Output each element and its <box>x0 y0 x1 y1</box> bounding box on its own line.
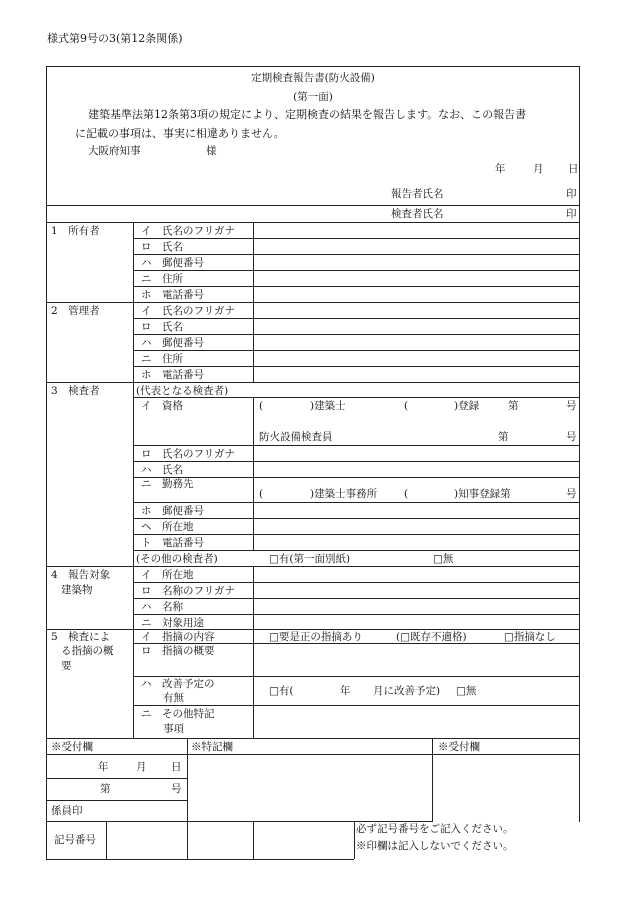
owner-top-border <box>133 238 580 239</box>
manager-section-label: 2 管理者 <box>51 305 100 317</box>
manager-postal-label: ハ 郵便番号 <box>141 337 204 349</box>
manager-name-label: ロ 氏名 <box>141 321 183 333</box>
section-divider <box>46 566 580 567</box>
statement-line-2: に記載の事項は、事実に相違ありません。 <box>75 127 285 140</box>
registration-number-prefix: 第 <box>508 400 519 412</box>
inspector-row-line <box>133 550 580 551</box>
building-section-label: 4 報告対象 <box>51 569 111 581</box>
workplace-label: ニ 勤務先 <box>141 478 194 490</box>
findings-row-line <box>133 705 580 706</box>
manager-kana-label: イ 氏名のフリガナ <box>141 305 235 317</box>
honorific: 様 <box>206 145 217 157</box>
owner-kana-label: イ 氏名のフリガナ <box>141 225 235 237</box>
other-inspectors-label: (その他の検査者) <box>136 553 218 565</box>
fire-inspector-number-suffix: 号 <box>566 431 577 443</box>
building-name-label: ハ 名称 <box>141 601 183 613</box>
office-column-line <box>106 821 107 859</box>
section-divider <box>46 302 580 303</box>
section-divider <box>46 629 580 630</box>
date-year-label: 年 <box>495 163 506 175</box>
registration-number-suffix: 号 <box>566 400 577 412</box>
reception-year-label: 年 <box>98 761 109 773</box>
office-column-line <box>354 821 355 859</box>
workplace-paren: ( <box>404 488 409 500</box>
label-column-line <box>133 222 134 738</box>
special-notes-column-header: ※特記欄 <box>191 741 233 753</box>
architect-office-label: )建築士事務所 <box>310 488 378 500</box>
owner-name-label: ロ 氏名 <box>141 241 183 253</box>
building-row-line <box>133 598 580 599</box>
manager-row-line <box>133 334 580 335</box>
office-row-line <box>46 800 187 801</box>
manager-address-label: ニ 住所 <box>141 353 183 365</box>
office-row-line <box>46 778 187 779</box>
representative-inspector-label: (代表となる検査者) <box>136 385 229 397</box>
office-column-line <box>432 738 433 822</box>
value-column-line <box>253 566 254 738</box>
workplace-paren: ( <box>259 488 264 500</box>
building-location-label: イ 所在地 <box>141 569 194 581</box>
special-notes-label-cont: 事項 <box>163 723 184 735</box>
owner-address-label: ニ 住所 <box>141 273 183 285</box>
owner-row-line <box>133 254 580 255</box>
owner-row-line <box>133 286 580 287</box>
reporter-name-label: 報告者氏名 <box>391 188 444 200</box>
frame-left-border <box>46 66 47 860</box>
reception-column-header: ※受付欄 <box>51 741 93 753</box>
findings-content-label: イ 指摘の内容 <box>141 631 215 643</box>
frame-bottom-border <box>46 859 354 860</box>
findings-section-label: 5 検査によ <box>51 631 111 643</box>
office-header-line <box>46 754 580 755</box>
fire-equipment-inspector-label: 防火設備検査員 <box>259 431 333 443</box>
governor-registration-label: )知事登録第 <box>454 488 511 500</box>
reception-day-label: 日 <box>171 761 182 773</box>
office-use-top-border <box>46 738 580 739</box>
inspector-name-label: 検査者氏名 <box>391 208 444 220</box>
form-title: 定期検査報告書(防火設備) <box>251 72 375 84</box>
inspector-row-line <box>133 518 580 519</box>
inspector-seal-mark: 印 <box>566 208 577 220</box>
inspector-location-label: ヘ 所在地 <box>141 521 194 533</box>
qualification-label: イ 資格 <box>141 400 183 412</box>
inspector-postal-label: ホ 郵便番号 <box>141 505 204 517</box>
owner-section-label: 1 所有者 <box>51 225 100 237</box>
inspector-phone-label: ト 電話番号 <box>141 537 204 549</box>
inspector-row-line <box>133 477 580 478</box>
form-number: 様式第9号の3(第12条関係) <box>47 32 183 45</box>
building-section-label-cont: 建築物 <box>61 584 93 596</box>
owner-postal-label: ハ 郵便番号 <box>141 257 204 269</box>
improvement-plan-year-label: 年 <box>340 685 351 697</box>
findings-section-label-cont: 要 <box>61 660 72 672</box>
other-inspectors-yes-checkbox[interactable]: □有(第一面別紙) <box>269 553 351 565</box>
inspector-name-label: ハ 氏名 <box>141 464 183 476</box>
clerk-seal-label: 係員印 <box>51 805 83 817</box>
office-row-line <box>46 821 432 822</box>
statement-line-1: 建築基準法第12条第3項の規定により、定期検査の結果を報告します。なお、この報告書 <box>88 108 527 121</box>
existing-nonconforming-checkbox[interactable]: (□既存不適格) <box>396 631 467 643</box>
correction-required-checkbox[interactable]: □要是正の指摘あり <box>269 631 363 643</box>
manager-row-line <box>133 350 580 351</box>
record-number-instruction: 必ず記号番号をご記入ください。 <box>356 823 514 835</box>
record-number-label: 記号番号 <box>54 834 96 846</box>
header-bottom-border <box>46 205 580 206</box>
owner-phone-label: ホ 電話番号 <box>141 289 204 301</box>
building-use-label: ニ 対象用途 <box>141 617 204 629</box>
inspector-kana-label: ロ 氏名のフリガナ <box>141 448 235 460</box>
manager-phone-label: ホ 電話番号 <box>141 369 204 381</box>
building-kana-label: ロ 名称のフリガナ <box>141 585 235 597</box>
other-inspectors-no-checkbox[interactable]: □無 <box>433 553 454 565</box>
improvement-plan-label: ハ 改善予定の <box>141 678 215 690</box>
findings-section-label-cont: る指摘の概 <box>61 645 114 657</box>
addressee: 大阪府知事 <box>88 145 141 157</box>
inspector-row-line <box>133 461 580 462</box>
architect-class-label: )建築士 <box>310 400 346 412</box>
date-month-label: 月 <box>533 163 544 175</box>
fire-inspector-number-prefix: 第 <box>498 431 509 443</box>
special-notes-label: ニ その他特記 <box>141 708 215 720</box>
inspector-sign-border <box>46 222 580 223</box>
frame-right-border <box>579 66 580 822</box>
improvement-plan-label-cont: 有無 <box>163 692 184 704</box>
report-form <box>46 66 580 860</box>
no-findings-checkbox[interactable]: □指摘なし <box>504 631 556 643</box>
value-column-line <box>253 222 254 382</box>
inspector-row-line <box>133 397 580 398</box>
qualification-paren: ( <box>259 400 264 412</box>
building-row-line <box>133 614 580 615</box>
office-column-line <box>187 738 188 860</box>
frame-top-border <box>46 66 580 67</box>
reception-number-suffix: 号 <box>171 783 182 795</box>
section-divider <box>46 382 580 383</box>
findings-summary-label: ロ 指摘の概要 <box>141 645 215 657</box>
reception-number-prefix: 第 <box>100 783 111 795</box>
office-use-instruction: ※印欄は記入しないでください。 <box>356 840 514 852</box>
reception-month-label: 月 <box>136 761 147 773</box>
improvement-plan-month-label: 月に改善予定) <box>373 685 441 697</box>
building-row-line <box>133 582 580 583</box>
manager-row-line <box>133 366 580 367</box>
office-column-line <box>253 821 254 859</box>
improvement-plan-no-checkbox[interactable]: □無 <box>456 685 477 697</box>
reception-column-header-2: ※受付欄 <box>438 741 480 753</box>
owner-row-line <box>133 270 580 271</box>
registration-label: )登録 <box>454 400 480 412</box>
manager-row-line <box>133 318 580 319</box>
inspector-section-label: 3 検査者 <box>51 385 100 397</box>
value-column-line <box>253 397 254 550</box>
inspector-row-line <box>133 445 580 446</box>
inspector-row-line <box>133 502 580 503</box>
inspector-row-line <box>133 534 580 535</box>
date-day-label: 日 <box>568 163 579 175</box>
qualification-paren: ( <box>404 400 409 412</box>
governor-registration-suffix: 号 <box>566 488 577 500</box>
findings-row-line <box>133 676 580 677</box>
reporter-seal-mark: 印 <box>566 188 577 200</box>
form-subtitle: (第一面) <box>293 91 333 103</box>
improvement-plan-yes-checkbox[interactable]: □有( <box>269 685 294 697</box>
findings-row-line <box>133 643 580 644</box>
